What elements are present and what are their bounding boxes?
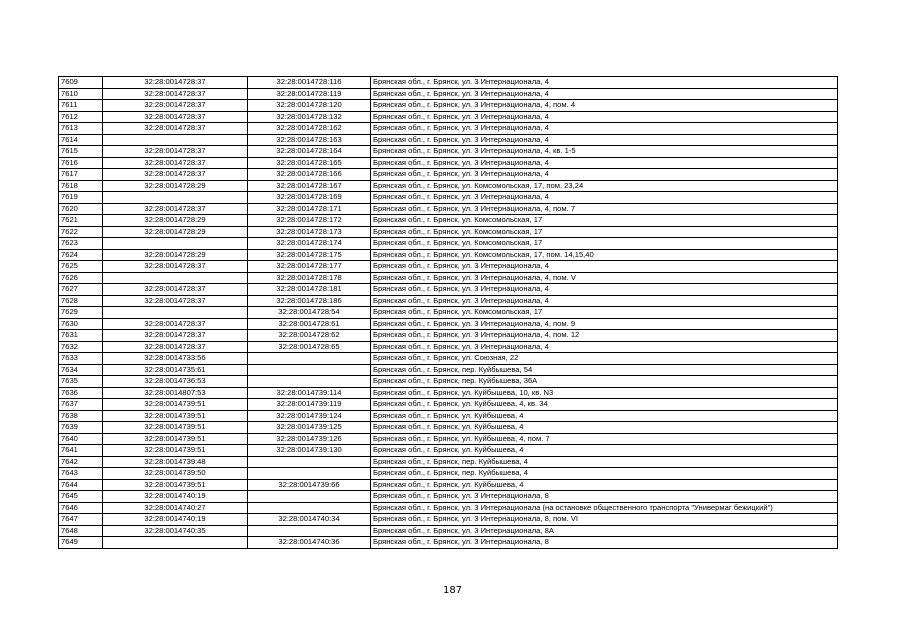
cadastral-number-cell: 32:28:0014740:36 [248,537,371,549]
cadastral-number-cell: 32:28:0014728:164 [248,146,371,158]
address-cell: Брянская обл., г. Брянск, ул. Комсомольская, 17, пом. 23,24 [371,180,838,192]
row-number-cell: 7622 [59,226,103,238]
row-number-cell: 7629 [59,307,103,319]
address-cell: Брянская обл., г. Брянск, ул. 3 Интернационала, 4 [371,111,838,123]
address-cell: Брянская обл., г. Брянск, пер. Куйбышева, 4 [371,456,838,468]
address-cell: Брянская обл., г. Брянск, ул. Комсомольская, 17 [371,215,838,227]
cadastral-number-cell: 32:28:0014728:163 [248,134,371,146]
address-cell: Брянская обл., г. Брянск, ул. Куйбышева, 4 [371,445,838,457]
table-row [59,341,838,353]
address-cell: Брянская обл., г. Брянск, ул. Комсомольская, 17 [371,238,838,250]
row-number-cell: 7623 [59,238,103,250]
table-row [59,364,838,376]
cadastral-number-cell [248,376,371,388]
address-cell: Брянская обл., г. Брянск, ул. Куйбышева, 4 [371,479,838,491]
row-number-cell: 7644 [59,479,103,491]
parent-cadastral-cell: 32:28:0014740:35 [103,525,248,537]
table-row [59,203,838,215]
row-number-cell: 7617 [59,169,103,181]
parent-cadastral-cell: 32:28:0014739:51 [103,422,248,434]
parent-cadastral-cell: 32:28:0014736:53 [103,376,248,388]
row-number-cell: 7648 [59,525,103,537]
cadastral-number-cell [248,502,371,514]
row-number-cell: 7641 [59,445,103,457]
address-cell: Брянская обл., г. Брянск, ул. 3 Интернационала, 4 [371,295,838,307]
cadastral-number-cell: 32:28:0014739:126 [248,433,371,445]
cadastral-number-cell: 32:28:0014728:175 [248,249,371,261]
table-row [59,295,838,307]
table-row [59,399,838,411]
cadastral-number-cell: 32:28:0014728:165 [248,157,371,169]
cadastral-number-cell: 32:28:0014728:61 [248,318,371,330]
table-row [59,410,838,422]
row-number-cell: 7611 [59,100,103,112]
address-cell: Брянская обл., г. Брянск, ул. 3 Интернационала, 4 [371,261,838,273]
row-number-cell: 7636 [59,387,103,399]
row-number-cell: 7626 [59,272,103,284]
address-cell: Брянская обл., г. Брянск, ул. 3 Интернационала (на остановке общественного транспорта "Универмаг бежицкий") [371,502,838,514]
parent-cadastral-cell: 32:28:0014739:51 [103,399,248,411]
row-number-cell: 7615 [59,146,103,158]
table-row [59,111,838,123]
parent-cadastral-cell [103,272,248,284]
cadastral-number-cell: 32:28:0014728:65 [248,341,371,353]
table-row [59,479,838,491]
address-cell: Брянская обл., г. Брянск, ул. 3 Интернационала, 4 [371,123,838,135]
cadastral-number-cell: 32:28:0014728:119 [248,88,371,100]
parent-cadastral-cell: 32:28:0014728:29 [103,226,248,238]
row-number-cell: 7638 [59,410,103,422]
table-row [59,157,838,169]
cadastral-number-cell: 32:28:0014728:167 [248,180,371,192]
address-cell: Брянская обл., г. Брянск, ул. 3 Интернационала, 8А [371,525,838,537]
table-row [59,456,838,468]
row-number-cell: 7633 [59,353,103,365]
address-cell: Брянская обл., г. Брянск, ул. 3 Интернационала, 4, пом. V [371,272,838,284]
address-cell: Брянская обл., г. Брянск, ул. Союзная, 22 [371,353,838,365]
parent-cadastral-cell: 32:28:0014728:37 [103,169,248,181]
table-row [59,502,838,514]
cadastral-number-cell: 32:28:0014728:169 [248,192,371,204]
address-cell: Брянская обл., г. Брянск, ул. Куйбышева, 4, кв. 34 [371,399,838,411]
table-row [59,514,838,526]
parent-cadastral-cell: 32:28:0014728:37 [103,111,248,123]
table-row [59,123,838,135]
address-cell: Брянская обл., г. Брянск, пер. Куйбышева, 36А [371,376,838,388]
parent-cadastral-cell: 32:28:0014728:37 [103,318,248,330]
parent-cadastral-cell: 32:28:0014728:29 [103,249,248,261]
row-number-cell: 7627 [59,284,103,296]
table-row [59,307,838,319]
table-row [59,330,838,342]
table-row [59,238,838,250]
cadastral-number-cell [248,456,371,468]
parent-cadastral-cell: 32:28:0014728:37 [103,330,248,342]
table-row [59,491,838,503]
cadastral-registry-table [58,76,838,549]
table-row [59,468,838,480]
parent-cadastral-cell [103,134,248,146]
parent-cadastral-cell: 32:28:0014728:37 [103,123,248,135]
table-row [59,272,838,284]
cadastral-number-cell: 32:28:0014728:166 [248,169,371,181]
table-row [59,525,838,537]
page-number: 187 [442,585,463,596]
table-row [59,88,838,100]
parent-cadastral-cell [103,238,248,250]
row-number-cell: 7610 [59,88,103,100]
address-cell: Брянская обл., г. Брянск, ул. 3 Интернационала, 4 [371,134,838,146]
cadastral-number-cell [248,525,371,537]
cadastral-number-cell [248,491,371,503]
row-number-cell: 7635 [59,376,103,388]
parent-cadastral-cell: 32:28:0014739:50 [103,468,248,480]
address-cell: Брянская обл., г. Брянск, ул. 3 Интернационала, 4, пом. 4 [371,100,838,112]
row-number-cell: 7614 [59,134,103,146]
row-number-cell: 7645 [59,491,103,503]
parent-cadastral-cell [103,537,248,549]
parent-cadastral-cell: 32:28:0014728:37 [103,77,248,89]
row-number-cell: 7628 [59,295,103,307]
row-number-cell: 7625 [59,261,103,273]
table-body [59,77,838,549]
table-row [59,318,838,330]
row-number-cell: 7639 [59,422,103,434]
parent-cadastral-cell: 32:28:0014739:51 [103,410,248,422]
table-row [59,134,838,146]
parent-cadastral-cell: 32:28:0014735:61 [103,364,248,376]
parent-cadastral-cell: 32:28:0014728:37 [103,157,248,169]
parent-cadastral-cell: 32:28:0014739:51 [103,445,248,457]
address-cell: Брянская обл., г. Брянск, ул. Куйбышева, 4, пом. 7 [371,433,838,445]
table-row [59,433,838,445]
cadastral-number-cell: 32:28:0014739:66 [248,479,371,491]
table-row [59,215,838,227]
address-cell: Брянская обл., г. Брянск, ул. Куйбышева, 4 [371,410,838,422]
parent-cadastral-cell [103,307,248,319]
table-row [59,77,838,89]
cadastral-number-cell: 32:28:0014739:125 [248,422,371,434]
row-number-cell: 7649 [59,537,103,549]
row-number-cell: 7647 [59,514,103,526]
address-cell: Брянская обл., г. Брянск, ул. 3 Интернационала, 4 [371,341,838,353]
row-number-cell: 7642 [59,456,103,468]
table-row [59,100,838,112]
row-number-cell: 7643 [59,468,103,480]
cadastral-number-cell: 32:28:0014728:54 [248,307,371,319]
row-number-cell: 7609 [59,77,103,89]
table-row [59,537,838,549]
table-row [59,146,838,158]
parent-cadastral-cell: 32:28:0014728:37 [103,146,248,158]
cadastral-number-cell: 32:28:0014728:181 [248,284,371,296]
row-number-cell: 7632 [59,341,103,353]
parent-cadastral-cell: 32:28:0014739:51 [103,479,248,491]
address-cell: Брянская обл., г. Брянск, ул. 3 Интернационала, 4 [371,284,838,296]
cadastral-number-cell: 32:28:0014728:186 [248,295,371,307]
table-row [59,180,838,192]
cadastral-number-cell: 32:28:0014728:171 [248,203,371,215]
address-cell: Брянская обл., г. Брянск, ул. Комсомольская, 17 [371,307,838,319]
parent-cadastral-cell: 32:28:0014740:19 [103,491,248,503]
cadastral-number-cell [248,353,371,365]
parent-cadastral-cell: 32:28:0014728:37 [103,88,248,100]
row-number-cell: 7616 [59,157,103,169]
row-number-cell: 7621 [59,215,103,227]
table-row [59,376,838,388]
row-number-cell: 7637 [59,399,103,411]
cadastral-number-cell: 32:28:0014728:62 [248,330,371,342]
cadastral-number-cell: 32:28:0014739:124 [248,410,371,422]
table-row [59,445,838,457]
cadastral-number-cell: 32:28:0014739:119 [248,399,371,411]
address-cell: Брянская обл., г. Брянск, пер. Куйбышева, 4 [371,468,838,480]
row-number-cell: 7634 [59,364,103,376]
table-row [59,169,838,181]
parent-cadastral-cell: 32:28:0014728:29 [103,215,248,227]
parent-cadastral-cell [103,192,248,204]
table-row [59,192,838,204]
row-number-cell: 7624 [59,249,103,261]
cadastral-number-cell: 32:28:0014739:130 [248,445,371,457]
parent-cadastral-cell: 32:28:0014728:29 [103,180,248,192]
parent-cadastral-cell: 32:28:0014807:53 [103,387,248,399]
cadastral-number-cell: 32:28:0014728:132 [248,111,371,123]
address-cell: Брянская обл., г. Брянск, ул. 3 Интернационала, 8 [371,491,838,503]
parent-cadastral-cell: 32:28:0014728:37 [103,341,248,353]
cadastral-number-cell [248,364,371,376]
address-cell: Брянская обл., г. Брянск, ул. 3 Интернационала, 4, пом. 9 [371,318,838,330]
cadastral-number-cell [248,468,371,480]
cadastral-number-cell: 32:28:0014728:173 [248,226,371,238]
address-cell: Брянская обл., г. Брянск, пер. Куйбышева, 54 [371,364,838,376]
parent-cadastral-cell: 32:28:0014739:48 [103,456,248,468]
table-row [59,226,838,238]
cadastral-number-cell: 32:28:0014739:114 [248,387,371,399]
cadastral-number-cell: 32:28:0014728:162 [248,123,371,135]
address-cell: Брянская обл., г. Брянск, ул. 3 Интернационала, 4 [371,192,838,204]
row-number-cell: 7612 [59,111,103,123]
cadastral-number-cell: 32:28:0014740:34 [248,514,371,526]
row-number-cell: 7613 [59,123,103,135]
row-number-cell: 7630 [59,318,103,330]
cadastral-number-cell: 32:28:0014728:120 [248,100,371,112]
address-cell: Брянская обл., г. Брянск, ул. 3 Интернационала, 8 [371,537,838,549]
address-cell: Брянская обл., г. Брянск, ул. 3 Интернационала, 4, кв. 1-5 [371,146,838,158]
table-row [59,387,838,399]
parent-cadastral-cell: 32:28:0014728:37 [103,203,248,215]
parent-cadastral-cell: 32:28:0014728:37 [103,100,248,112]
row-number-cell: 7618 [59,180,103,192]
address-cell: Брянская обл., г. Брянск, ул. Комсомольская, 17, пом. 14,15,40 [371,249,838,261]
address-cell: Брянская обл., г. Брянск, ул. 3 Интернационала, 4 [371,157,838,169]
address-cell: Брянская обл., г. Брянск, ул. 3 Интернационала, 4 [371,88,838,100]
parent-cadastral-cell: 32:28:0014739:51 [103,433,248,445]
row-number-cell: 7631 [59,330,103,342]
parent-cadastral-cell: 32:28:0014740:27 [103,502,248,514]
row-number-cell: 7620 [59,203,103,215]
address-cell: Брянская обл., г. Брянск, ул. 3 Интернационала, 4 [371,77,838,89]
table-row [59,284,838,296]
parent-cadastral-cell: 32:28:0014728:37 [103,261,248,273]
cadastral-number-cell: 32:28:0014728:177 [248,261,371,273]
parent-cadastral-cell: 32:28:0014728:37 [103,295,248,307]
address-cell: Брянская обл., г. Брянск, ул. Куйбышева, 10, кв. N3 [371,387,838,399]
cadastral-number-cell: 32:28:0014728:116 [248,77,371,89]
address-cell: Брянская обл., г. Брянск, ул. 3 Интернационала, 8, пом. VI [371,514,838,526]
address-cell: Брянская обл., г. Брянск, ул. 3 Интернационала, 4, пом. 12 [371,330,838,342]
parent-cadastral-cell: 32:28:0014728:37 [103,284,248,296]
table-row [59,261,838,273]
row-number-cell: 7640 [59,433,103,445]
cadastral-number-cell: 32:28:0014728:178 [248,272,371,284]
row-number-cell: 7619 [59,192,103,204]
table-row [59,353,838,365]
address-cell: Брянская обл., г. Брянск, ул. Комсомольская, 17 [371,226,838,238]
table-row [59,422,838,434]
cadastral-number-cell: 32:28:0014728:172 [248,215,371,227]
cadastral-number-cell: 32:28:0014728:174 [248,238,371,250]
table-row [59,249,838,261]
parent-cadastral-cell: 32:28:0014733:56 [103,353,248,365]
address-cell: Брянская обл., г. Брянск, ул. Куйбышева, 4 [371,422,838,434]
parent-cadastral-cell: 32:28:0014740:19 [103,514,248,526]
address-cell: Брянская обл., г. Брянск, ул. 3 Интернационала, 4 [371,169,838,181]
address-cell: Брянская обл., г. Брянск, ул. 3 Интернационала, 4, пом. 7 [371,203,838,215]
row-number-cell: 7646 [59,502,103,514]
